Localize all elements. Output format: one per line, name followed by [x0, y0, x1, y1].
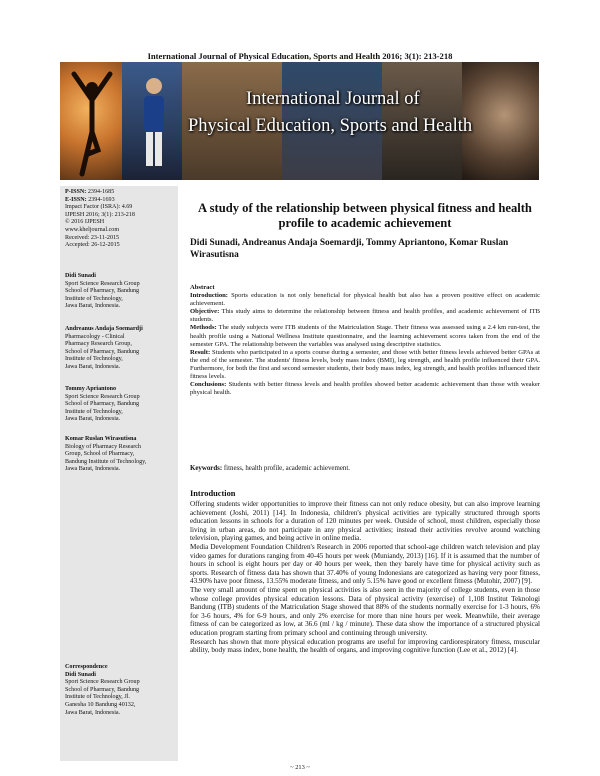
affiliation-name: Tommy Apriantono: [65, 386, 117, 392]
abstract-label: Methods:: [190, 324, 217, 332]
article-title: A study of the relationship between physical fitness and health profile to academic achievement: [198, 201, 532, 230]
yoga-silhouette-icon: [68, 70, 116, 178]
meta-value: 2394-1685: [86, 189, 115, 195]
correspondence-heading: Correspondence: [65, 664, 108, 670]
meta-value: Impact Factor (ISRA): 4.69: [65, 204, 133, 211]
sidebar-affiliation-3: [65, 386, 175, 424]
affiliation-line: Jawa Barat, Indonesia.: [65, 303, 121, 310]
affiliation-line: Sport Science Research Group: [65, 393, 140, 400]
abstract-result: [190, 349, 540, 381]
correspondence-line: Sport Science Research Group: [65, 679, 140, 686]
abstract-heading: Abstract: [190, 284, 215, 291]
meta-value: www.kheljournal.com: [65, 226, 120, 233]
affiliation-line: Pharmacology - Clinical: [65, 333, 125, 340]
meta-value: Received: 23-11-2015: [65, 234, 120, 241]
affiliation-line: Institute of Technology,: [65, 408, 123, 415]
article-authors: Didi Sunadi, Andreanus Andaja Soemardji, Tommy Apriantono, Komar Ruslan Wirasutisna: [190, 238, 509, 260]
sidebar-meta-line: [65, 219, 175, 227]
meta-value: Accepted: 26-12-2015: [65, 242, 120, 249]
affiliation-name: Andreanus Andaja Soemardji: [65, 326, 143, 332]
banner-title-line1: International Journal of: [246, 89, 420, 109]
abstract-label: Conclusions:: [190, 381, 227, 389]
intro-paragraph: The very small amount of time spent on physical activities is also seen in the majority of college students, even in those whose college provides physical education lessons. Data of physical activity (exercise) of 1,108 Institut Teknologi Bandung (ITB) students of the Matriculation Stage showed that 88% of the students normally exercise for 1-3 hours, 6% for 3-6 hours, 4% for 6-9 hours, and only 2% exercise for more than nine hours per week. Meanwhile, their average fitness of can be categorized as low, at 36.6 (ml / kg / minute). These data show the importance of a structured physical education program starting from primary school and continuing through university.: [190, 585, 540, 637]
intro-paragraph: Research has shown that more physical education programs are useful for improving cardiorespiratory fitness, muscular ability, body mass index, bone health, the health of organs, and improving cognitive function (Lee et al., 2012) [4].: [190, 637, 540, 655]
abstract-label: Result:: [190, 348, 211, 356]
journal-banner: [60, 62, 539, 180]
abstract-methods: [190, 324, 540, 348]
affiliation-line: Biology of Pharmacy Research: [65, 443, 141, 450]
introduction-body: [190, 500, 540, 655]
abstract-text: Students with better fitness levels and health profiles showed better academic achievement than those with weaker physical health.: [190, 381, 540, 397]
sidebar-meta: [65, 189, 175, 250]
affiliation-line: Jawa Barat, Indonesia.: [65, 466, 121, 473]
sidebar-meta-line: [65, 204, 175, 212]
abstract-introduction: [190, 292, 540, 308]
affiliation-line: Institute of Technology,: [65, 295, 123, 302]
affiliation-line: Jawa Barat, Indonesia.: [65, 416, 121, 423]
meta-value: 2394-1693: [86, 196, 115, 203]
correspondence-line: Institute of Technology, Jl.: [65, 694, 130, 701]
sidebar-meta-line: [65, 235, 175, 243]
sidebar-meta-line: [65, 227, 175, 235]
page-number: ~ 213 ~: [290, 764, 310, 771]
banner-title-line2: Physical Education, Sports and Health: [188, 116, 473, 136]
affiliation-line: School of Pharmacy, Bandung: [65, 401, 140, 408]
running-head: International Journal of Physical Education, Sports and Health 2016; 3(1): 213-218: [147, 51, 453, 61]
abstract-text: This study aims to determine the relationship between fitness and health profiles, and academic achievement of ITB students.: [190, 308, 540, 324]
abstract-conclusions: [190, 381, 540, 397]
keywords-label: Keywords:: [190, 465, 223, 472]
meta-label: E-ISSN:: [65, 196, 87, 203]
correspondence-line: Jawa Barat, Indonesia.: [65, 709, 121, 716]
keywords-text: fitness, health profile, academic achievement.: [222, 465, 350, 472]
abstract-label: Introduction:: [190, 292, 228, 300]
affiliation-name: Didi Sunadi: [65, 273, 96, 279]
athlete-silhouette-icon: [132, 72, 176, 172]
abstract-text: The study subjects were ITB students of the Matriculation Stage. Their fitness was assessed using a 2.4 km run-test, the health profile using a National Wellness Institute questionnaire, and the learning achievement scores taken from the end of the semester GPA. The relationship between the variables was analysed using descriptive statistics.: [190, 324, 540, 348]
sidebar-meta-line: [65, 189, 175, 197]
keywords: [190, 465, 540, 472]
affiliation-line: School of Pharmacy, Bandung: [65, 348, 140, 355]
sidebar: [60, 186, 178, 761]
correspondence-name: Didi Sunadi: [65, 671, 96, 678]
sidebar-affiliation-1: [65, 273, 175, 311]
abstract-objective: [190, 308, 540, 324]
abstract-text: Sports education is not only beneficial for physical health but also has a proven positive effect on academic achievement.: [190, 292, 540, 308]
affiliation-line: Bandung Institute of Technology,: [65, 458, 147, 465]
affiliation-line: Sport Science Research Group: [65, 280, 140, 287]
introduction-heading: Introduction: [190, 489, 236, 498]
meta-value: IJPESH 2016; 3(1): 213-218: [65, 211, 135, 218]
intro-paragraph: Offering students wider opportunities to improve their fitness can not only reduce obesity, but can also improve learning achievement (Joshi, 2011) [14]. In Indonesia, children's physical activities are typically structured through sports education lessons in schools for a duration of 120 minutes per week. Outside of school, most children, especially those living in urban areas, do not participate in any physical activities; instead their activities revolve around watching television, playing games, and being active in online media.: [190, 500, 540, 543]
abstract: [190, 284, 540, 397]
sidebar-affiliation-2: [65, 326, 175, 372]
sidebar-correspondence: [65, 664, 175, 717]
sidebar-meta-line: [65, 242, 175, 250]
affiliation-line: Group, School of Pharmacy,: [65, 451, 135, 458]
affiliation-line: Institute of Technology,: [65, 356, 123, 363]
correspondence-line: Ganesha 10 Bandung 40132,: [65, 701, 136, 708]
affiliation-line: Pharmacy Research Group,: [65, 341, 132, 348]
abstract-text: Students who participated in a sports course during a semester, and those with better fitness levels achieved better GPAs at the end of the semester. The students' fitness levels, body mass index (BMI), leg strength, and health profile influenced their GPA. Furthermore, for both the first and second semester students, their body mass index, leg strength, and health profiles influenced their fitness levels.: [190, 348, 540, 381]
meta-label: P-ISSN:: [65, 189, 87, 195]
sidebar-affiliation-4: [65, 436, 175, 474]
affiliation-name: Komar Ruslan Wirasutisna: [65, 436, 137, 442]
correspondence-line: School of Pharmacy, Bandung: [65, 686, 140, 693]
meta-value: © 2016 IJPESH: [65, 219, 105, 226]
affiliation-line: Jawa Barat, Indonesia.: [65, 363, 121, 370]
affiliation-line: School of Pharmacy, Bandung: [65, 288, 140, 295]
abstract-label: Objective:: [190, 308, 220, 316]
intro-paragraph: Media Development Foundation Children's Research in 2006 reported that school-age children watch television and play video games for durations ranging from 40-45 hours per week (Muniandy, 2013) [16]. If it is assumed that the number of hours in school is eight hours per day or 40 hours per week, then they barely have time for physical activity such as sports. Research of fitness data has shown that 37.40% of young Indonesians are categorized as having very poor fitness, 43.90% have poor fitness, 13.55% moderate fitness, and only 5.15% have good or excellent fitness (Mutohir, 2007) [9].: [190, 542, 540, 586]
